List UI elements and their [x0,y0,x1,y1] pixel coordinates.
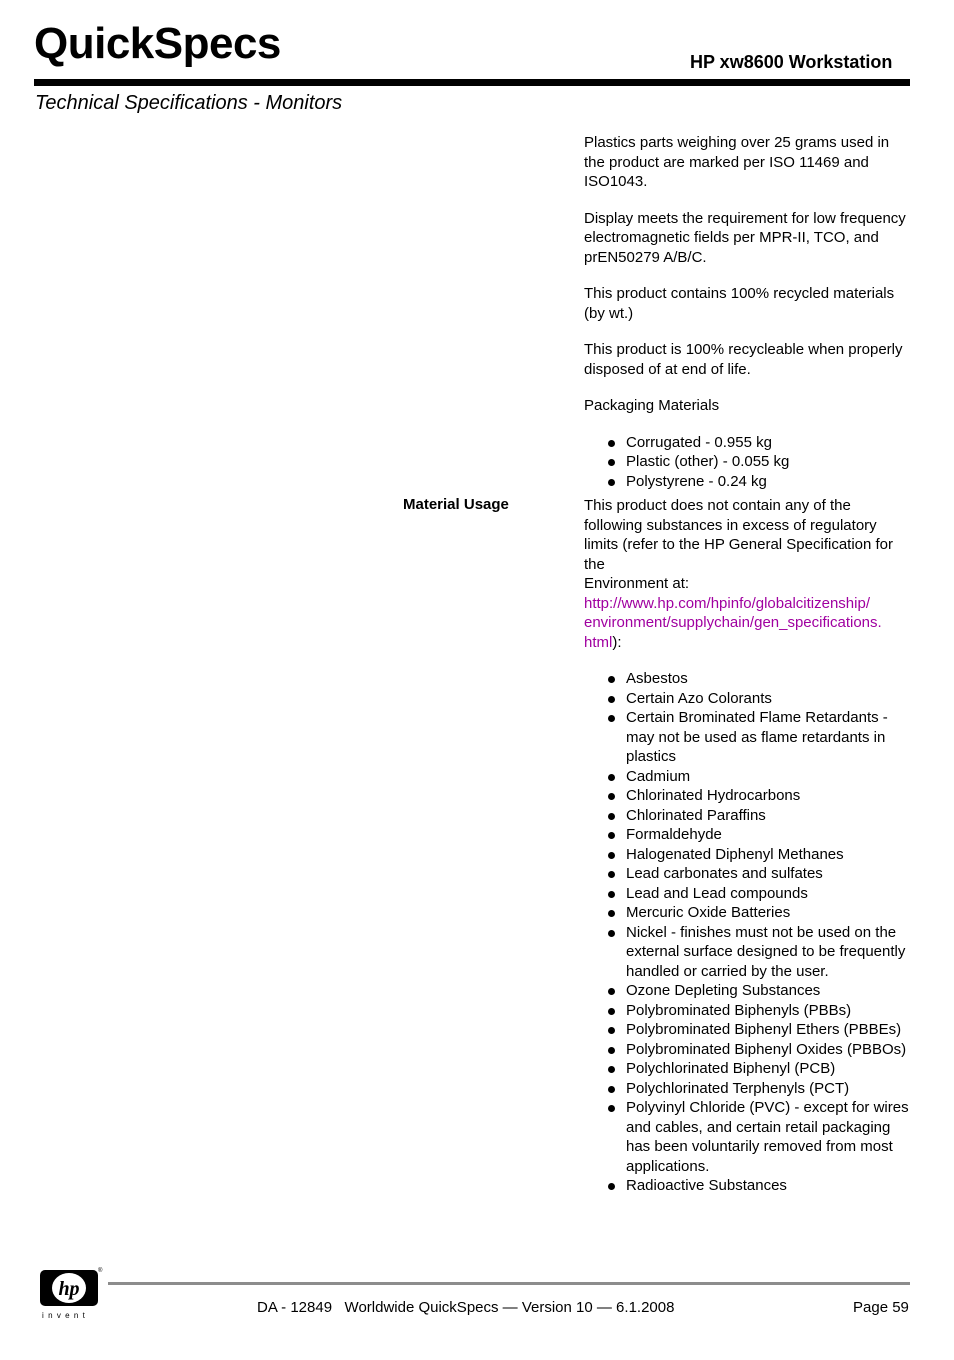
packaging-list [584,433,910,492]
brand-title: QuickSpecs [34,19,281,68]
svg-text:hp: hp [58,1278,80,1300]
list-item: Ozone Depleting Substances [626,981,910,1001]
link-suffix: ): [612,633,622,651]
list-item: Polyvinyl Chloride (PVC) - except for wires and cables, and certain retail packaging has been voluntarily removed from most applications. [626,1099,909,1175]
gen-spec-link[interactable] [584,595,882,651]
intro-text: This product does not contain any of the following substances in excess of regulatory limits (refer to the HP General Specification for the [584,497,894,573]
emf-paragraph: Display meets the requirement for low frequency electromagnetic fields per MPR-II, TCO, and prEN50279 A/B/C. [584,209,906,266]
list-item: Polystyrene - 0.24 kg [626,472,910,492]
list-item: Polybrominated Biphenyl Oxides (PBBOs) [626,1040,910,1060]
list-item: Asbestos [626,669,910,689]
recycled-paragraph: This product contains 100% recycled materials (by wt.) [584,285,895,322]
list-item: Lead carbonates and sulfates [626,864,910,884]
list-item: Certain Azo Colorants [626,689,910,709]
intro-text-2: Environment at: [584,575,690,592]
list-item: Polychlorinated Terphenyls (PCT) [626,1079,910,1099]
footer-text: DA - 12849 Worldwide QuickSpecs — Version 10 — 6.1.2008 [257,1299,675,1316]
list-item: Plastic (other) - 0.055 kg [626,452,910,472]
list-item: Mercuric Oxide Batteries [626,903,910,923]
hp-logo-icon [40,1270,98,1306]
material-usage-label: Material Usage [403,496,509,513]
list-item: Polybrominated Biphenyl Ethers (PBBEs) [626,1020,910,1040]
list-item: Radioactive Substances [626,1176,910,1196]
spec-content [584,133,910,1196]
page-number: Page 59 [853,1299,909,1316]
substance-list [584,669,910,1196]
list-item: Corrugated - 0.955 kg [626,433,910,453]
footer-rule [108,1282,910,1285]
section-title: Technical Specifications - Monitors [35,92,343,114]
hp-logo [40,1270,102,1326]
list-item: Halogenated Diphenyl Methanes [626,845,910,865]
logo-tagline: invent [42,1311,90,1320]
link-line[interactable]: html [584,633,613,651]
list-item: Certain Brominated Flame Retardants - may not be used as flame retardants in plastics [626,708,910,767]
recycleable-paragraph: This product is 100% recycleable when properly disposed of at end of life. [584,341,903,378]
list-item: Chlorinated Hydrocarbons [626,786,910,806]
list-item: Lead and Lead compounds [626,884,910,904]
logo-trademark: ® [98,1268,103,1274]
material-usage-intro [584,496,910,652]
plastics-paragraph: Plastics parts weighing over 25 grams used in the product are marked per ISO 11469 and ISO1043. [584,134,890,190]
header-rule [34,79,910,86]
list-item: Polychlorinated Biphenyl (PCB) [626,1059,910,1079]
packaging-heading: Packaging Materials [584,397,720,414]
link-line[interactable]: environment/supplychain/gen_specifications. [584,614,882,631]
product-name: HP xw8600 Workstation [690,52,893,72]
list-item: Polybrominated Biphenyls (PBBs) [626,1001,910,1021]
list-item: Formaldehyde [626,825,910,845]
link-line[interactable]: http://www.hp.com/hpinfo/globalcitizenship/ [584,594,870,612]
list-item: Cadmium [626,767,910,787]
list-item: Chlorinated Paraffins [626,806,910,826]
list-item: Nickel - finishes must not be used on the external surface designed to be frequently handled or carried by the user. [626,923,910,982]
hp-logo-mark [40,1270,98,1306]
